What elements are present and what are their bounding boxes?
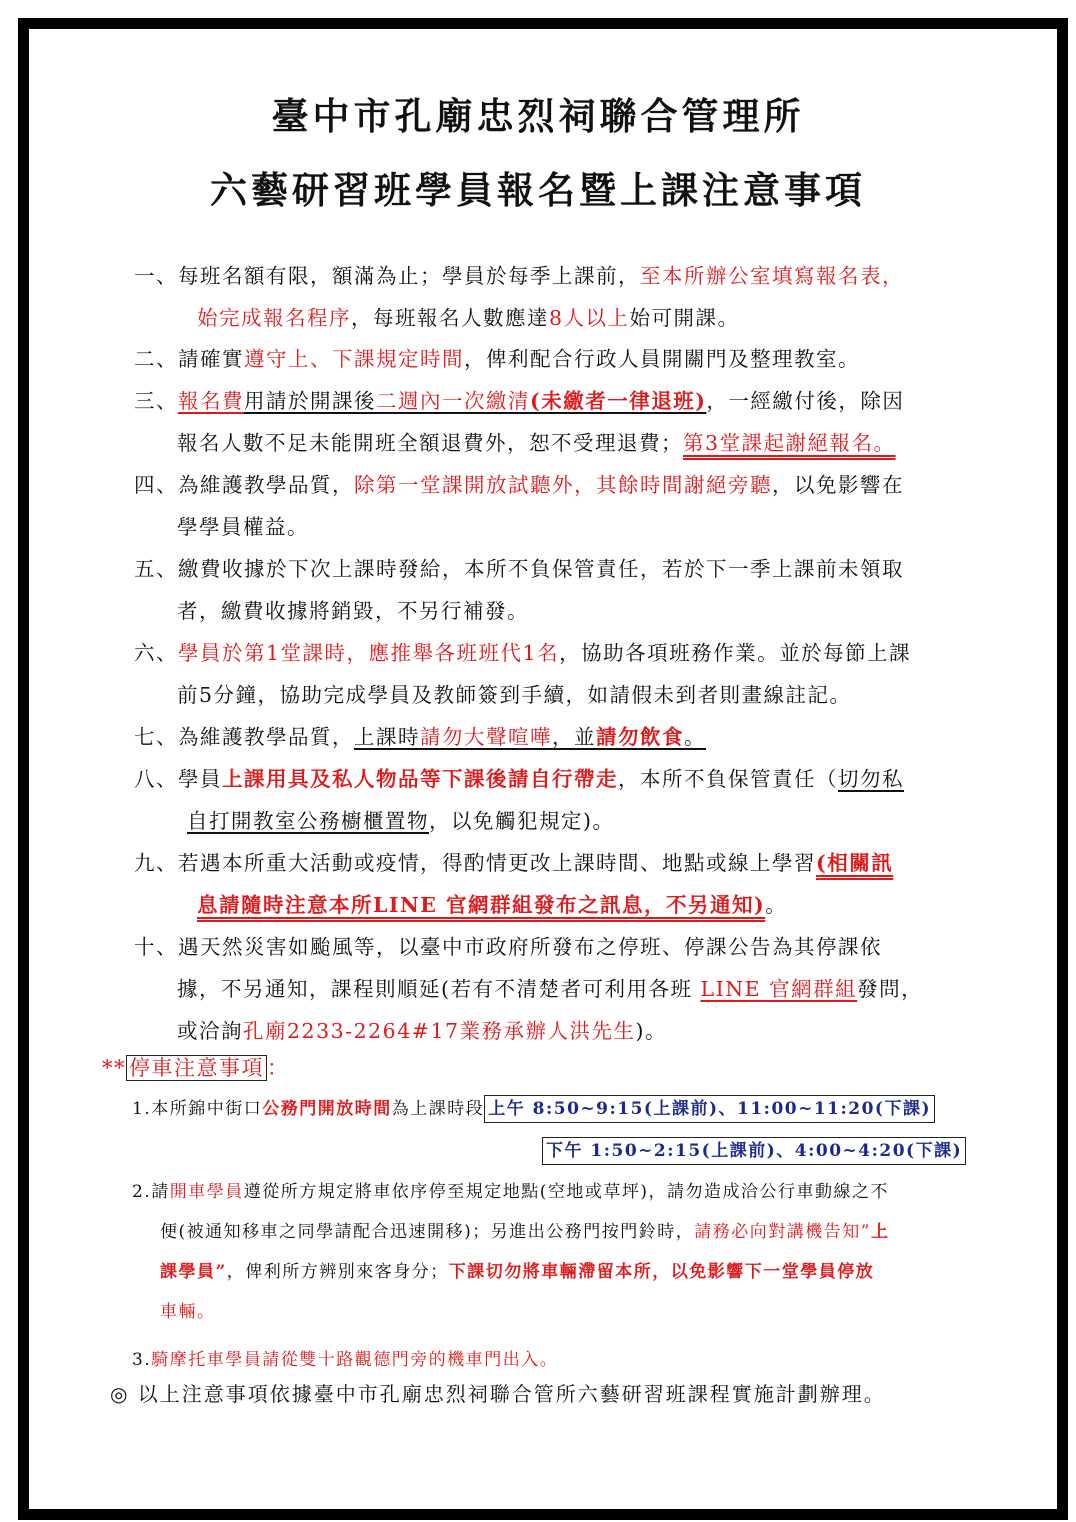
item-text: 繳費收據於下次上課時發給，本所不負保管責任，若於下一季上課前未領取 — [178, 557, 904, 581]
item-text: 每班名額有限，額滿為止；學員於每季上課前， — [178, 264, 640, 288]
item-text: ，俾利所方辨別來客身分； — [226, 1262, 449, 1282]
item-highlight: 第3堂課起謝絕報名。 — [683, 431, 896, 455]
item-text: 。 — [765, 893, 788, 917]
item-text: 遵從所方規定將車依序停至規定地點(空地或草坪)，請勿造成洽公行車動線之不 — [243, 1182, 889, 1202]
parking-stars: ** — [102, 1056, 126, 1080]
item-6 — [134, 632, 1034, 716]
item-text: ，以免影響在 — [772, 473, 904, 497]
item-text: 本所錦中街口 — [151, 1099, 263, 1119]
item-text: ，俾利配合行政人員開關門及整理教室。 — [464, 347, 860, 371]
item-text: 用請於開課後 — [244, 389, 376, 413]
item-highlight: 至本所辦公室填寫報名表， — [640, 264, 904, 288]
parking-item-3 — [132, 1340, 558, 1380]
item-highlight: 公務門開放時間 — [262, 1099, 392, 1119]
item-text: 者，繳費收據將銷毀，不另行補發。 — [177, 599, 529, 623]
item-highlight: (未繳者一律退班) — [530, 389, 707, 413]
item-text: 始可開課。 — [629, 306, 740, 330]
item-text: 。 — [684, 725, 706, 749]
item-4 — [134, 464, 1034, 548]
item-highlight: 課學員” — [160, 1262, 227, 1282]
item-text: 為維護教學品質， — [178, 473, 354, 497]
item-number: 一、 — [134, 264, 178, 288]
item-highlight: 遵守上、下課規定時間 — [244, 347, 464, 371]
item-number: 十、 — [134, 935, 178, 959]
item-text: 請 — [151, 1182, 170, 1202]
item-text: 報名人數不足未能開班全額退費外，恕不受理退費； — [177, 431, 683, 455]
item-text: 學學員權益。 — [177, 515, 309, 539]
item-3 — [134, 380, 1034, 464]
item-number: 2. — [132, 1182, 152, 1202]
item-text: 學員 — [178, 767, 222, 791]
item-1 — [134, 255, 1034, 339]
item-text: 據，不另通知，課程則順延(若有不清楚者可利用各班 — [177, 977, 701, 1001]
item-number: 3. — [132, 1350, 152, 1370]
item-highlight: 息請隨時注意本所LINE 官網群組發布之訊息，不另通知) — [197, 893, 766, 917]
parking-item-2 — [132, 1172, 1032, 1332]
item-text: 遇天然災害如颱風等，以臺中市政府所發布之停班、停課公告為其停課依 — [178, 935, 882, 959]
item-number: 七、 — [134, 725, 178, 749]
item-text: ，一經繳付後，除因 — [706, 389, 905, 413]
item-text: 前5分鐘，協助完成學員及教師簽到手續，如請假未到者則畫線註記。 — [177, 683, 852, 707]
item-highlight: 上課用具及私人物品等下課後請自行帶走 — [222, 767, 618, 791]
parking-colon: ： — [267, 1056, 290, 1080]
item-2 — [134, 338, 1034, 380]
item-highlight: 孔廟2233-2264#17業務承辦人洪先生 — [243, 1019, 636, 1043]
item-number: 1. — [132, 1099, 152, 1119]
item-highlight: 開車學員 — [169, 1182, 244, 1202]
item-number: 四、 — [134, 473, 178, 497]
item-number: 六、 — [134, 641, 178, 665]
item-text: 為上課時段 — [391, 1099, 485, 1119]
afternoon-hours-box: 下午 1:50~2:15(上課前)、4:00~4:20(下課) — [542, 1137, 966, 1165]
item-highlight: 請勿飲食 — [596, 725, 684, 749]
item-10 — [134, 926, 1034, 1052]
item-text: 為維護教學品質， — [178, 725, 354, 749]
item-8 — [134, 758, 1034, 842]
item-highlight: LINE 官網群組 — [700, 977, 858, 1001]
parking-item-1 — [132, 1089, 966, 1171]
parking-title: 停車注意事項 — [126, 1055, 267, 1081]
item-number: 五、 — [134, 557, 178, 581]
item-text: 上課時 — [354, 725, 420, 749]
item-text: ，並 — [552, 725, 596, 749]
item-5 — [134, 548, 1034, 632]
item-text: ，協助各項班務作業。並於每節上課 — [559, 641, 912, 665]
item-highlight: 請勿大聲喧嘩 — [420, 725, 552, 749]
item-text: 或洽詢 — [177, 1019, 243, 1043]
item-number: 八、 — [134, 767, 178, 791]
parking-heading — [102, 1052, 290, 1082]
title-line-2: 六藝研習班學員報名暨上課注意事項 — [210, 169, 866, 212]
item-highlight: 8人以上 — [549, 306, 630, 330]
item-text: ，本所不負保管責任（ — [618, 767, 838, 791]
item-number: 二、 — [134, 347, 178, 371]
item-text: ，每班報名人數應達 — [351, 306, 549, 330]
item-highlight: (相關訊 — [816, 851, 894, 875]
item-highlight: 上 — [870, 1222, 890, 1242]
item-text: 自打開教室公務櫥櫃置物 — [187, 809, 429, 833]
item-text: 請確實 — [178, 347, 244, 371]
item-highlight: 報名費 — [178, 389, 244, 413]
item-highlight: 下課切勿將車輛滯留本所，以免影響下一堂學員停放 — [448, 1262, 875, 1282]
item-text: 便(被通知移車之同學請配合迅速開移)；另進出公務門按門鈴時， — [160, 1222, 695, 1242]
item-highlight: 騎摩托車學員請從雙十路觀德門旁的機車門出入。 — [151, 1350, 559, 1370]
item-highlight: 始完成報名程序 — [197, 306, 351, 330]
item-highlight: 車輛。 — [160, 1302, 216, 1322]
item-text: 發問， — [857, 977, 924, 1001]
item-text: )。 — [635, 1019, 668, 1043]
morning-hours-box: 上午 8:50~9:15(上課前)、11:00~11:20(下課) — [484, 1095, 935, 1123]
item-highlight: 除第一堂課開放試聽外，其餘時間謝絕旁聽 — [354, 473, 772, 497]
item-highlight: 學員於第1堂課時，應推舉各班班代1名 — [178, 641, 560, 665]
item-text: 若遇本所重大活動或疫情，得酌情更改上課時間、地點或線上學習 — [178, 851, 816, 875]
title-line-1: 臺中市孔廟忠烈祠聯合管理所 — [271, 95, 805, 138]
item-text: 切勿私 — [838, 767, 904, 791]
item-text: ，以免觸犯規定)。 — [429, 809, 615, 833]
item-9 — [134, 842, 1034, 926]
item-7 — [134, 716, 1034, 758]
footer-note: ◎ 以上注意事項依據臺中市孔廟忠烈祠聯合管所六藝研習班課程實施計劃辦理。 — [110, 1382, 886, 1406]
item-number: 九、 — [134, 851, 178, 875]
item-number: 三、 — [134, 389, 178, 413]
item-highlight: 二週內一次繳清 — [376, 389, 530, 413]
item-highlight: 請務必向對講機告知” — [694, 1222, 871, 1242]
